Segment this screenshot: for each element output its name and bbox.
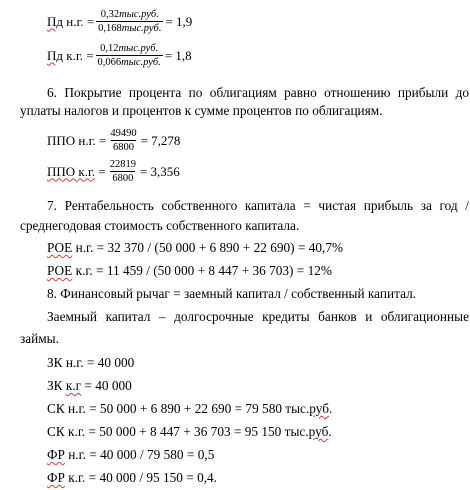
borrowed-capital-line-1: Заемный капитал – долгосрочные кредиты банков и облигационные	[47, 309, 469, 324]
formula-result: = 7,278	[140, 132, 181, 148]
fr-kg-line: ФР к.г. = 40 000 / 95 150 = 0,4.	[47, 470, 218, 485]
denominator: 0,168тыс.руб.	[98, 23, 162, 34]
numerator: 0,32тыс.руб.	[100, 9, 159, 20]
formula-pd-ng	[47, 8, 192, 35]
paragraph-8-line: 8. Финансовый рычаг = заемный капитал / собственный капитал.	[47, 286, 417, 301]
denominator: 6800	[112, 173, 134, 184]
denominator: 6800	[112, 142, 134, 153]
formula-label: Пд н.г. =	[47, 13, 95, 29]
fr-ng-line: ФР н.г. = 40 000 / 79 580 = 0,5	[47, 447, 215, 462]
fraction	[108, 158, 138, 185]
borrowed-capital-line-2: займы.	[20, 331, 59, 346]
fraction	[96, 42, 163, 69]
formula-result: = 1,8	[164, 47, 192, 63]
sk-ng-line: СК н.г. = 50 000 + 6 890 + 22 690 = 79 580 тыс.руб.	[47, 401, 333, 416]
paragraph-7-line-2: среднегодовая стоимость собственного капитала.	[20, 218, 300, 233]
paragraph-6-line-1: 6. Покрытие процента по облигациям равно отношению прибыли до	[47, 85, 469, 100]
formula-label: ППО н.г. =	[47, 132, 107, 148]
formula-pd-kg	[47, 42, 192, 69]
roe-ng-line: РОЕ н.г. = 32 370 / (50 000 + 6 890 + 22 690) = 40,7%	[47, 240, 344, 255]
fraction	[96, 8, 163, 35]
formula-label: ППО к.г. =	[47, 163, 106, 179]
formula-result: = 1,9	[165, 13, 193, 29]
roe-kg-line: РОЕ к.г. = 11 459 / (50 000 + 8 447 + 36 703) = 12%	[47, 263, 332, 278]
numerator: 22819	[109, 159, 136, 170]
formula-label: Пд к.г. =	[47, 47, 94, 63]
zk-kg-line: ЗК к.г = 40 000	[47, 378, 132, 393]
fraction	[108, 127, 138, 154]
formula-ppo-ng	[47, 127, 180, 154]
sk-kg-line: СК к.г. = 50 000 + 8 447 + 36 703 = 95 150 тыс.руб.	[47, 424, 332, 439]
formula-ppo-kg	[47, 158, 180, 185]
numerator: 49490	[110, 128, 137, 139]
paragraph-7-line-1: 7. Рентабельность собственного капитала = чистая прибыль за год /	[47, 198, 469, 213]
zk-ng-line: ЗК н.г. = 40 000	[47, 355, 135, 370]
denominator: 0,066тыс.руб.	[97, 57, 161, 68]
formula-result: = 3,356	[139, 163, 180, 179]
paragraph-6-line-2: уплаты налогов и процентов к сумме процентов по облигациям.	[20, 103, 383, 118]
numerator: 0,12тыс.руб.	[100, 43, 159, 54]
